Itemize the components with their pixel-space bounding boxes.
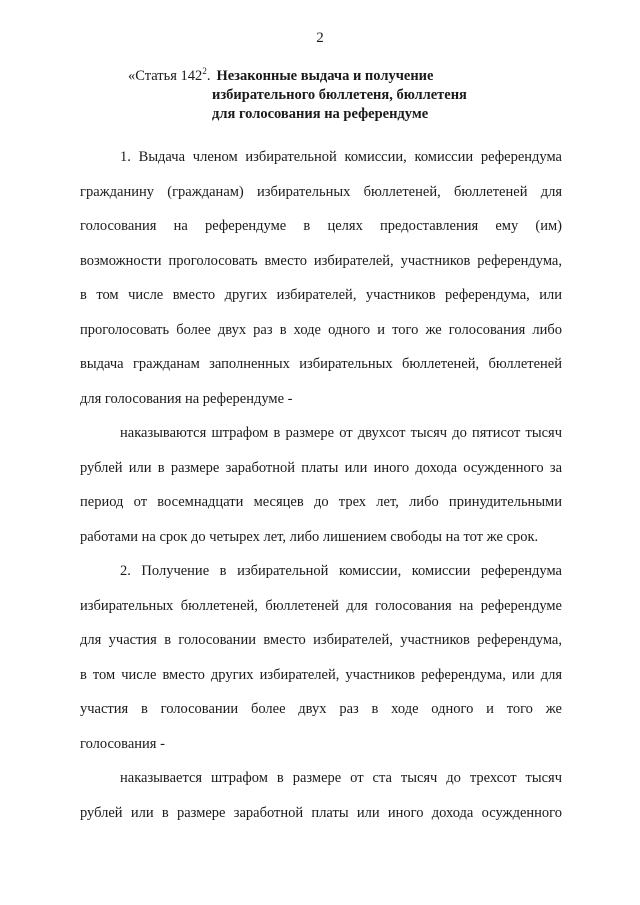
article-title-line: для голосования на референдуме <box>212 106 429 122</box>
text-line: участия в голосовании более двух раз в ходе одного и того же <box>80 701 562 717</box>
page-number: 2 <box>316 30 324 46</box>
text-line: рублей или в размере заработной платы или иного дохода осужденного <box>80 804 562 821</box>
article-superscript: 2 <box>202 66 207 76</box>
text-line: в том числе вместо других избирателей, участников референдума, или для <box>80 666 562 683</box>
text-line: голосования на референдуме в целях предоставления ему (им) <box>80 218 562 234</box>
paragraph-2 <box>80 554 562 761</box>
text-line: 1. Выдача членом избирательной комиссии, комиссии референдума <box>120 149 562 165</box>
text-line: для голосования на референдуме - <box>80 390 293 407</box>
article-dot: . <box>206 68 211 84</box>
text-line: наказывается штрафом в размере от ста тысяч до трехсот тысяч <box>120 770 562 786</box>
text-line: рублей или в размере заработной платы или иного дохода осужденного за <box>80 459 562 476</box>
article-number <box>128 68 210 84</box>
text-line: избирательных бюллетеней, бюллетеней для голосования на референдуме <box>80 597 562 614</box>
text-line: период от восемнадцати месяцев до трех лет, либо принудительными <box>80 494 562 510</box>
article-heading <box>128 67 548 124</box>
text-line: работами на срок до четырех лет, либо лишением свободы на тот же срок. <box>80 528 539 545</box>
text-line: 2. Получение в избирательной комиссии, комиссии референдума <box>120 563 562 579</box>
paragraph-2-sanction <box>80 761 562 830</box>
paragraph-1-sanction <box>80 416 562 554</box>
text-line: проголосовать более двух раз в ходе одного и того же голосования либо <box>80 321 562 338</box>
article-body <box>80 140 562 830</box>
article-title-line: Незаконные выдача и получение <box>216 68 434 84</box>
text-line: возможности проголосовать вместо избирателей, участников референдума, <box>80 252 562 269</box>
text-line: для участия в голосовании вместо избирателей, участников референдума, <box>80 632 562 648</box>
text-line: наказываются штрафом в размере от двухсот тысяч до пятисот тысяч <box>120 425 562 441</box>
article-label: «Статья 142 <box>128 68 203 84</box>
text-line: в том числе вместо других избирателей, участников референдума, или <box>80 287 562 303</box>
text-line: гражданину (гражданам) избирательных бюллетеней, бюллетеней для <box>80 183 562 200</box>
article-title-line: избирательного бюллетеня, бюллетеня <box>212 87 467 103</box>
text-line: выдача гражданам заполненных избирательных бюллетеней, бюллетеней <box>80 356 562 372</box>
paragraph-1 <box>80 140 562 416</box>
text-line: голосования - <box>80 735 165 752</box>
